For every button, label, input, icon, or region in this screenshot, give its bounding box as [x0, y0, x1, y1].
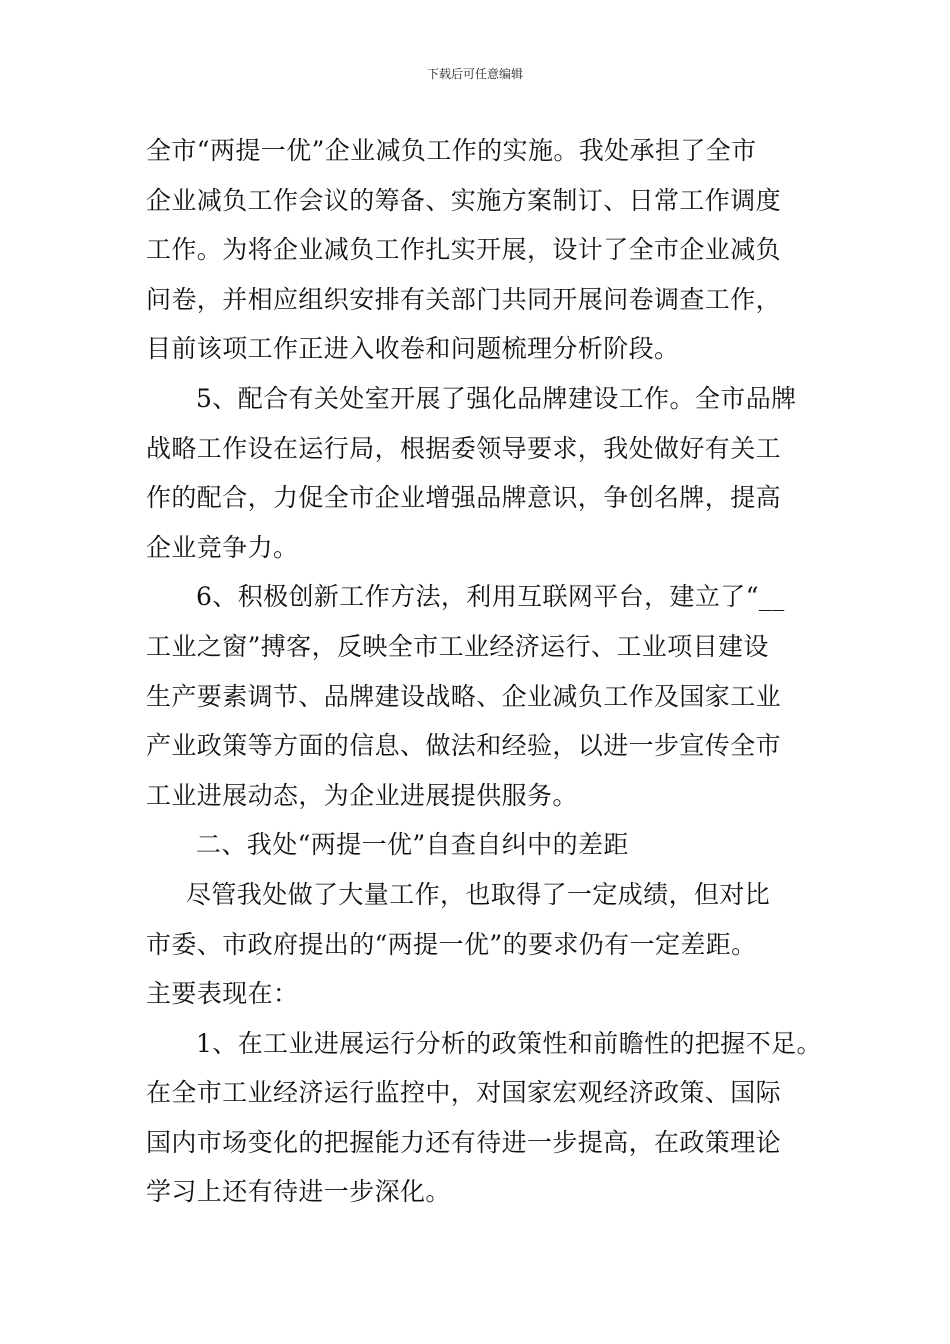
text-line: 主要表现在： [146, 979, 299, 1009]
text-line: 市委、市政府提出的“两提一优”的要求仍有一定差距。 [146, 929, 757, 959]
text-line: 战略工作设在运行局，根据委领导要求，我处做好有关工 [146, 433, 782, 463]
text-line: 工业之窗”搏客，反映全市工业经济运行、工业项目建设 [146, 631, 769, 661]
text-line: 作的配合，力促全市企业增强品牌意识，争创名牌，提高 [146, 483, 782, 513]
text-line: 工业进展动态，为企业进展提供服务。 [146, 780, 578, 810]
text-line: 产业政策等方面的信息、做法和经验，以进一步宣传全市 [146, 731, 782, 761]
paragraph-start-line: 5、配合有关处室开展了强化品牌建设工作。全市品牌 [196, 383, 797, 413]
paragraph-start-line: 1、在工业进展运行分析的政策性和前瞻性的把握不足。 [196, 1028, 822, 1058]
text-line: 企业竞争力。 [146, 532, 299, 562]
text-line: 目前该项工作正进入收卷和问题梳理分析阶段。 [146, 334, 680, 364]
text-line: 学习上还有待进一步深化。 [146, 1177, 451, 1207]
text-line: 问卷，并相应组织安排有关部门共同开展问卷调查工作， [146, 284, 782, 314]
document-body [146, 126, 826, 1217]
text-line: 企业减负工作会议的筹备、实施方案制订、日常工作调度 [146, 185, 782, 215]
page-header: 下载后可任意编辑 [426, 67, 523, 81]
text-line: 国内市场变化的把握能力还有待进一步提高，在政策理论 [146, 1127, 782, 1157]
section-heading: 二、我处“两提一优”自查自纠中的差距 [196, 830, 629, 860]
paragraph-start-line: 6、积极创新工作方法，利用互联网平台，建立了“__ [196, 582, 785, 612]
text-line: 在全市工业经济运行监控中，对国家宏观经济政策、国际 [146, 1078, 782, 1108]
text-line: 工作。为将企业减负工作扎实开展，设计了全市企业减负 [146, 235, 782, 265]
paragraph-start-line: 尽管我处做了大量工作，也取得了一定成绩，但对比 [186, 879, 771, 909]
text-line: 生产要素调节、品牌建设战略、企业减负工作及国家工业 [146, 681, 782, 711]
text-line: 全市“两提一优”企业减负工作的实施。我处承担了全市 [146, 136, 757, 165]
